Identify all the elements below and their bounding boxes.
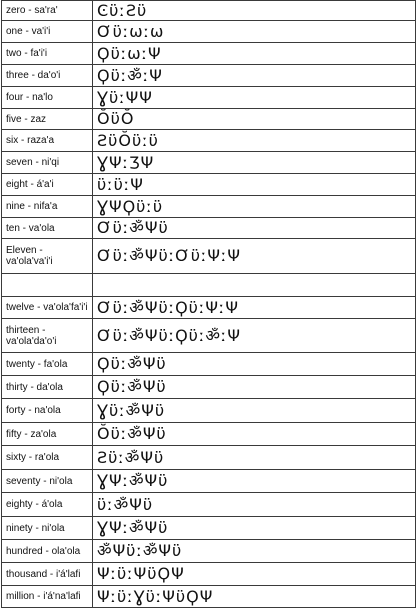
- script-glyph-cell: ƠϋːॐΨϋːϘϋːΨːΨ: [93, 297, 416, 319]
- table-row: [2, 319, 416, 353]
- table-row: [2, 109, 416, 130]
- script-glyph-cell: ƔΨːॐΨϋ: [93, 470, 416, 493]
- script-glyph-cell: ϘϋːॐΨϋ: [93, 376, 416, 399]
- script-glyph-cell: ΨːϋːƔϋːΨϋϘΨ: [93, 586, 416, 608]
- table-row: [2, 274, 416, 297]
- number-word-cell: ninety - ni'ola: [2, 517, 93, 540]
- number-word-cell: twenty - fa'ola: [2, 353, 93, 376]
- number-word-cell: [2, 274, 93, 297]
- script-glyph-cell: Ơϋːωːω: [93, 21, 416, 43]
- table-row: [2, 65, 416, 87]
- script-glyph-cell: ƠϋːॐΨϋːϘϋːॐːΨ: [93, 319, 416, 353]
- table-row: [2, 563, 416, 586]
- script-glyph-cell: ϾϋːƧϋ: [93, 1, 416, 21]
- table-row: [2, 87, 416, 109]
- table-row: [2, 174, 416, 196]
- script-glyph-cell: ƧϋŎϋːϋ: [93, 130, 416, 152]
- table-row: [2, 517, 416, 540]
- table-row: [2, 446, 416, 470]
- table-row: [2, 152, 416, 174]
- number-word-cell: four - na'lo: [2, 87, 93, 109]
- table-row: [2, 353, 416, 376]
- number-word-cell: Eleven - va'ola'va'i'i: [2, 239, 93, 274]
- number-word-cell: thirteen - va'ola'da'o'i: [2, 319, 93, 353]
- script-glyph-cell: ƔΨϘϋːϋ: [93, 196, 416, 218]
- number-word-cell: one - va'i'i: [2, 21, 93, 43]
- number-word-cell: zero - sa'ra': [2, 1, 93, 21]
- table-row: [2, 586, 416, 608]
- number-word-cell: fifty - za'ola: [2, 423, 93, 446]
- number-word-cell: seven - ni'qi: [2, 152, 93, 174]
- table-row: [2, 196, 416, 218]
- table-row: [2, 21, 416, 43]
- table-row: [2, 239, 416, 274]
- table-row: [2, 43, 416, 65]
- script-glyph-cell: ƔϋːॐΨϋ: [93, 399, 416, 423]
- number-word-cell: sixty - ra'ola: [2, 446, 93, 470]
- table-row: [2, 399, 416, 423]
- number-word-cell: thirty - da'ola: [2, 376, 93, 399]
- number-word-cell: ten - va'ola: [2, 218, 93, 239]
- table-row: [2, 297, 416, 319]
- table-row: [2, 218, 416, 239]
- number-words-table: [1, 0, 416, 608]
- table-row: [2, 376, 416, 399]
- number-word-cell: twelve - va'ola'fa'i'i: [2, 297, 93, 319]
- script-glyph-cell: ϋːॐΨϋ: [93, 493, 416, 517]
- script-glyph-cell: ॐΨϋːॐΨϋ: [93, 540, 416, 563]
- number-word-cell: five - zaz: [2, 109, 93, 130]
- number-word-cell: nine - nifa'a: [2, 196, 93, 218]
- number-word-cell: eighty - á'ola: [2, 493, 93, 517]
- number-word-cell: forty - na'ola: [2, 399, 93, 423]
- script-glyph-cell: [93, 274, 416, 297]
- table-row: [2, 470, 416, 493]
- script-glyph-cell: ƔΨːॐΨϋ: [93, 517, 416, 540]
- script-glyph-cell: ΨːϋːΨϋϘΨ: [93, 563, 416, 586]
- script-glyph-cell: ƠϋːॐΨϋːƠϋːΨːΨ: [93, 239, 416, 274]
- number-words-table-body: [2, 1, 416, 608]
- script-glyph-cell: ƧϋːॐΨϋ: [93, 446, 416, 470]
- number-word-cell: three - da'o'i: [2, 65, 93, 87]
- number-word-cell: hundred - ola'ola: [2, 540, 93, 563]
- table-row: [2, 423, 416, 446]
- table-row: [2, 493, 416, 517]
- number-word-cell: two - fa'i'i: [2, 43, 93, 65]
- script-glyph-cell: ƔΨːƷΨ: [93, 152, 416, 174]
- table-row: [2, 540, 416, 563]
- number-word-cell: million - i'á'na'lafi: [2, 586, 93, 608]
- script-glyph-cell: ŎϋŎ: [93, 109, 416, 130]
- script-glyph-cell: ƠϋːॐΨϋ: [93, 218, 416, 239]
- script-glyph-cell: ŎϋːॐΨϋ: [93, 423, 416, 446]
- number-word-cell: thousand - i'á'lafi: [2, 563, 93, 586]
- table-row: [2, 130, 416, 152]
- number-word-cell: eight - á'a'i: [2, 174, 93, 196]
- script-glyph-cell: ϘϋːωːΨ: [93, 43, 416, 65]
- script-glyph-cell: ϘϋːॐΨϋ: [93, 353, 416, 376]
- number-word-cell: seventy - ni'ola: [2, 470, 93, 493]
- script-glyph-cell: ϋːϋːΨ: [93, 174, 416, 196]
- table-row: [2, 1, 416, 21]
- number-word-cell: six - raza'a: [2, 130, 93, 152]
- script-glyph-cell: ƔϋːΨΨ: [93, 87, 416, 109]
- script-glyph-cell: ϘϋːॐːΨ: [93, 65, 416, 87]
